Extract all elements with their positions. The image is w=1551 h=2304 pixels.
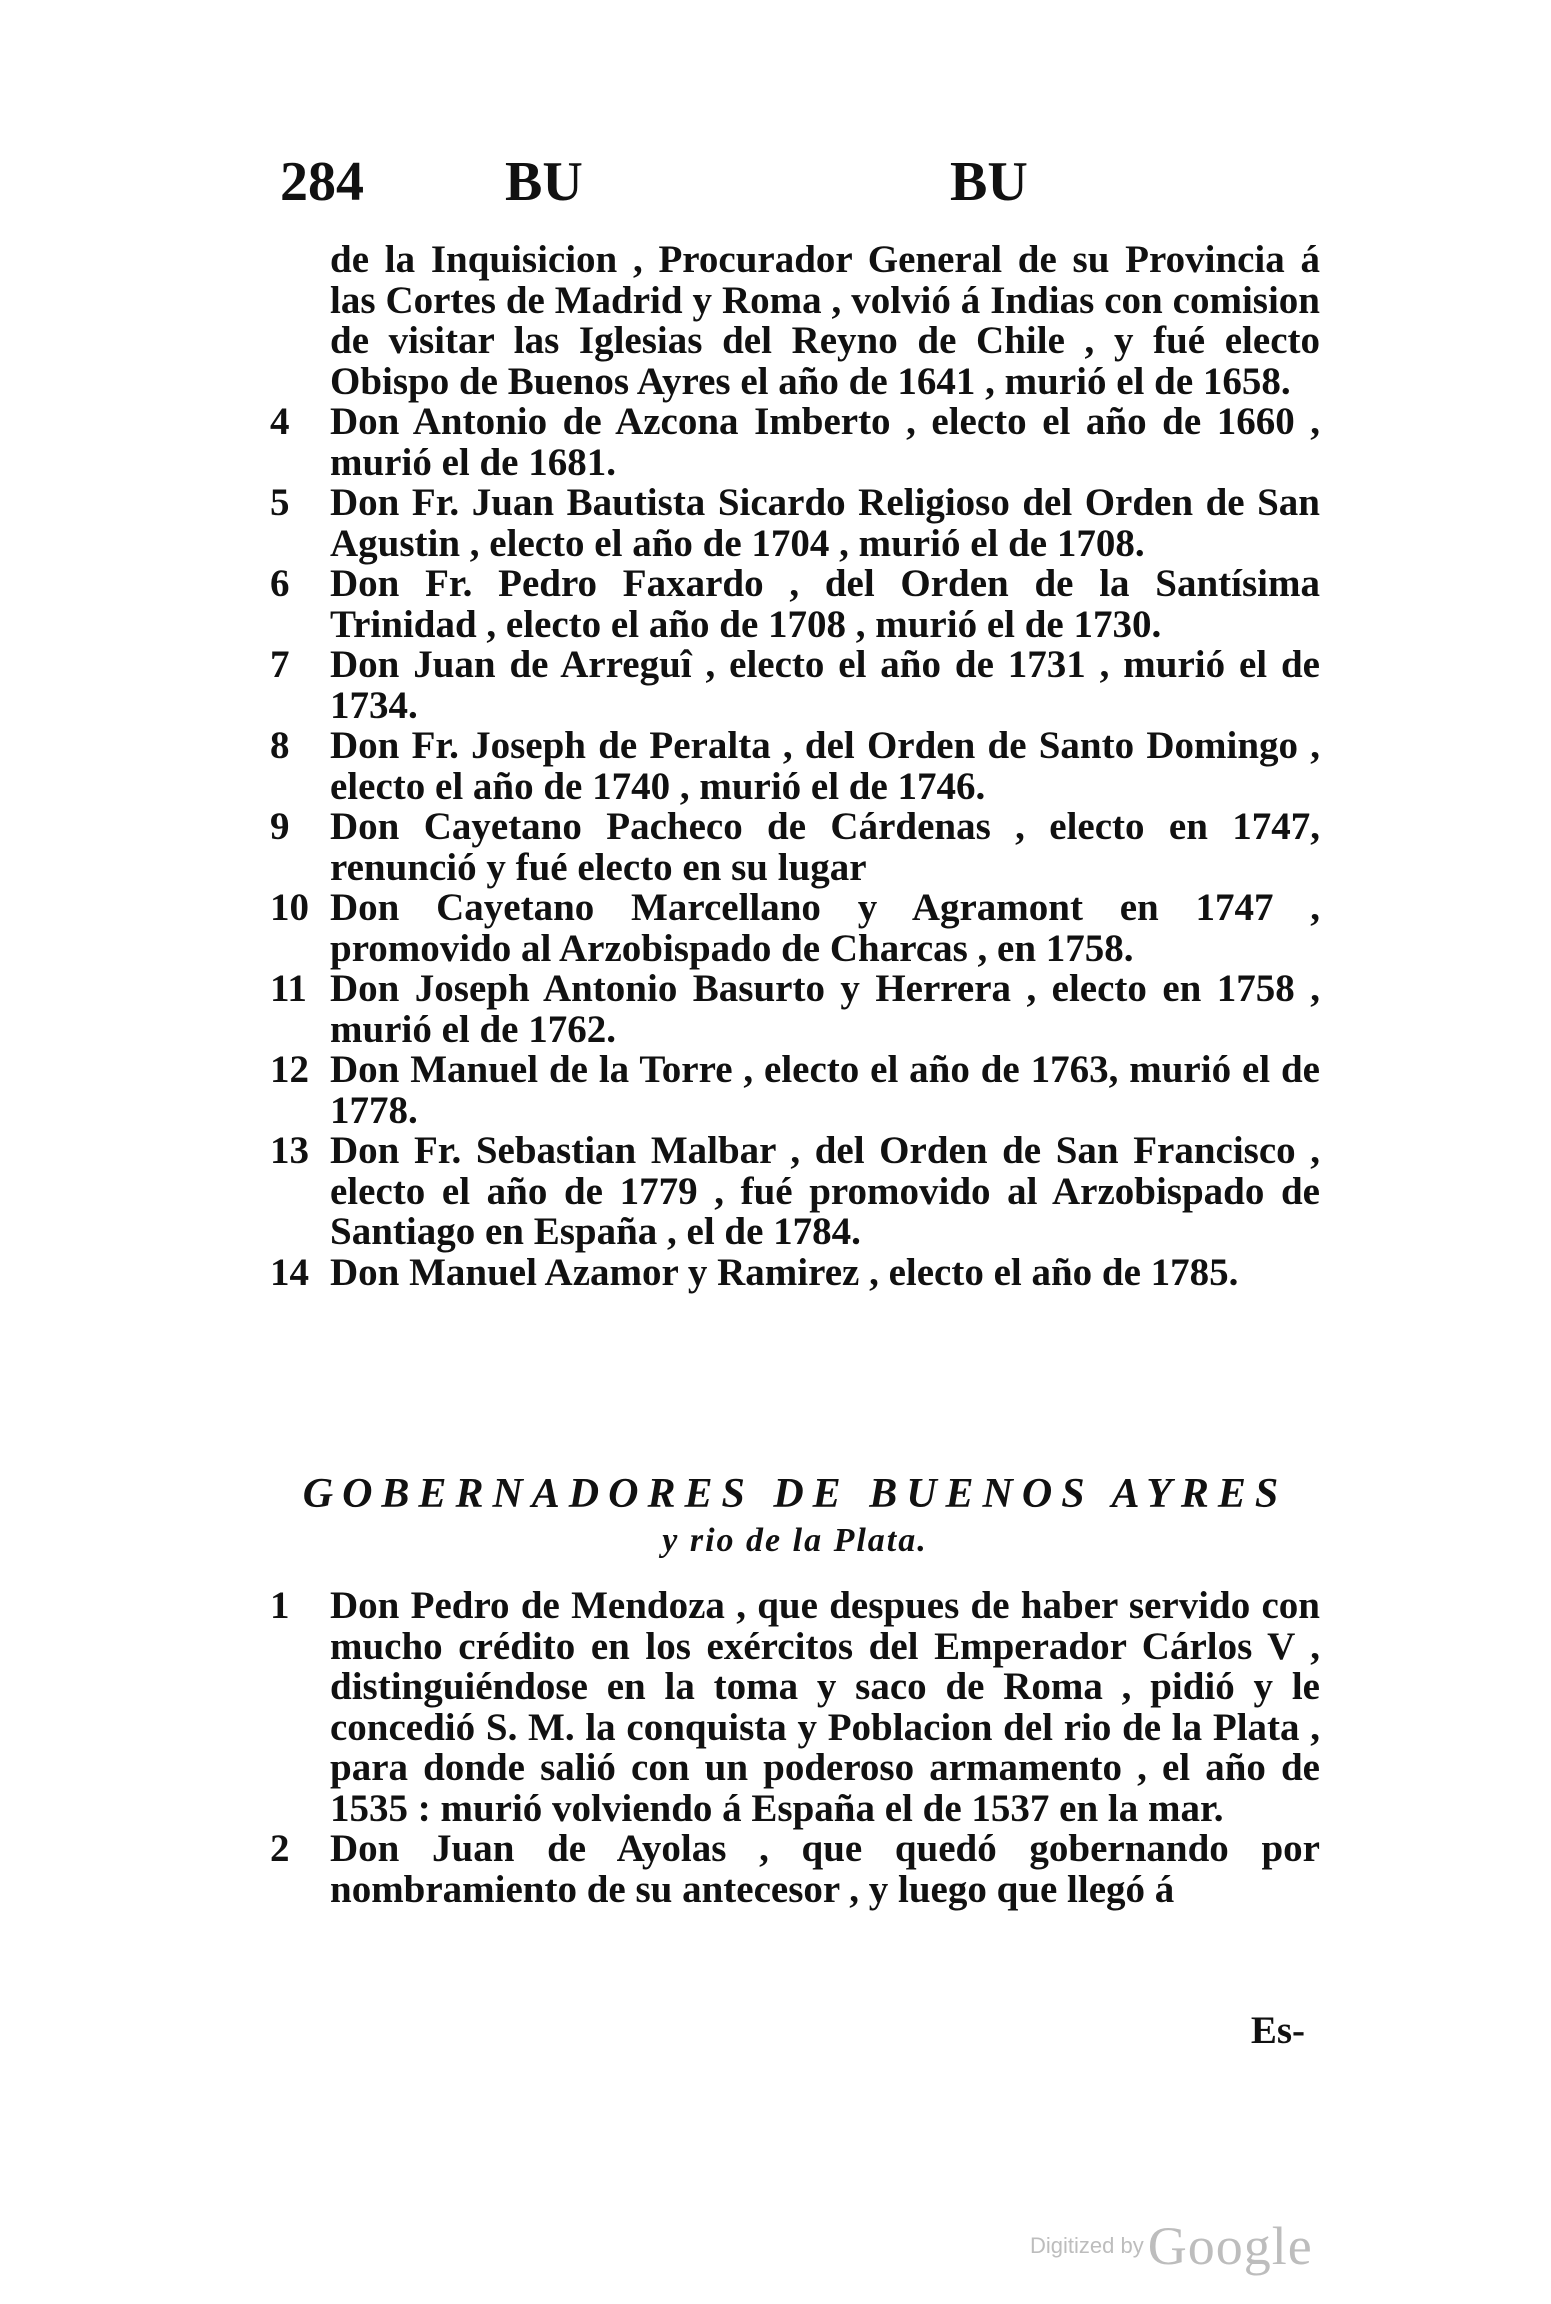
entry-number: 5 xyxy=(270,481,290,524)
google-logo: Google xyxy=(1147,2216,1313,2276)
entry-number: 13 xyxy=(270,1129,309,1172)
section-title: GOBERNADORES DE BUENOS AYRES xyxy=(302,1471,1288,1517)
entry-text: Don Fr. Sebastian Malbar , del Orden de San Francisco , electo el año de 1779 , fué promovido al Arzobispado de Santiago en España , el de 1784. xyxy=(330,1129,1320,1253)
entry-number: 10 xyxy=(270,886,309,929)
entry-number: 4 xyxy=(270,400,290,443)
entry-text: Don Cayetano Pacheco de Cárdenas , electo en 1747, renunció y fué electo en su lugar xyxy=(330,805,1320,889)
section-subtitle: y rio de la Plata. xyxy=(662,1522,928,1559)
list-item xyxy=(270,402,1320,483)
entry-text: de la Inquisicion , Procurador General de su Provincia á las Cortes de Madrid y Roma , volvió á Indias con comision de visitar las Iglesias del Reyno de Chile , y fué electo Obispo de Buenos Ayres el año de 1641 , murió el de 1658. xyxy=(330,238,1320,403)
entry-text: Don Juan de Arreguî , electo el año de 1731 , murió el de 1734. xyxy=(330,643,1320,727)
list-item xyxy=(270,969,1320,1050)
bishops-list xyxy=(270,240,1320,1293)
entry-number: 6 xyxy=(270,562,290,605)
list-item xyxy=(270,1250,1320,1294)
entry-text: Don Fr. Pedro Faxardo , del Orden de la Santísima Trinidad , electo el año de 1708 , murió el de 1730. xyxy=(330,562,1320,646)
list-item xyxy=(270,888,1320,969)
entry-text: Don Manuel Azamor y Ramirez , electo el año de 1785. xyxy=(330,1250,1239,1294)
entry-text: Don Fr. Juan Bautista Sicardo Religioso del Orden de San Agustin , electo el año de 1704 , murió el de 1708. xyxy=(330,481,1320,565)
page-number: 284 xyxy=(280,151,364,213)
list-item xyxy=(270,645,1320,726)
entry-number: 2 xyxy=(270,1827,290,1870)
entry-text: Don Antonio de Azcona Imberto , electo el año de 1660 , murió el de 1681. xyxy=(330,400,1320,484)
entry-number: 1 xyxy=(270,1584,290,1627)
entry-text: Don Juan de Ayolas , que quedó gobernando por nombramiento de su antecesor , y luego que llegó á xyxy=(330,1827,1320,1911)
entry-number: 11 xyxy=(270,967,307,1010)
list-item xyxy=(270,1131,1320,1253)
list-item xyxy=(270,1050,1320,1131)
entry-number: 14 xyxy=(270,1250,309,1294)
digitized-watermark xyxy=(1030,2215,1313,2277)
entry-number: 7 xyxy=(270,643,290,686)
list-item xyxy=(270,1829,1320,1910)
entry-number: 9 xyxy=(270,805,290,848)
entry-text: Don Joseph Antonio Basurto y Herrera , electo en 1758 , murió el de 1762. xyxy=(330,967,1320,1051)
running-header xyxy=(280,150,1320,230)
section-heading xyxy=(270,1470,1320,1564)
list-item xyxy=(270,1586,1320,1829)
list-item xyxy=(270,240,1320,402)
entry-text: Don Fr. Joseph de Peralta , del Orden de Santo Domingo , electo el año de 1740 , murió el de 1746. xyxy=(330,724,1320,808)
list-item xyxy=(270,726,1320,807)
entry-text: Don Manuel de la Torre , electo el año de 1763, murió el de 1778. xyxy=(330,1048,1320,1132)
governors-list xyxy=(270,1586,1320,1910)
entry-text: Don Pedro de Mendoza , que despues de haber servido con mucho crédito en los exércitos del Emperador Cárlos V , distinguiéndose en la toma y saco de Roma , pidió y le concedió S. M. la conquista y Poblacion del rio de la Plata , para donde salió con un poderoso armamento , el año de 1535 : murió volviendo á España el de 1537 en la mar. xyxy=(330,1584,1320,1830)
entry-number: 8 xyxy=(270,724,290,767)
list-item xyxy=(270,807,1320,888)
watermark-prefix: Digitized by xyxy=(1030,2233,1144,2258)
catchword: Es- xyxy=(1250,2009,1305,2052)
list-item xyxy=(270,564,1320,645)
list-item xyxy=(270,483,1320,564)
running-head-left: BU xyxy=(505,151,583,213)
running-head-right: BU xyxy=(950,151,1028,213)
entry-text: Don Cayetano Marcellano y Agramont en 1747 , promovido al Arzobispado de Charcas , en 1758. xyxy=(330,886,1320,970)
entry-number: 12 xyxy=(270,1048,309,1091)
